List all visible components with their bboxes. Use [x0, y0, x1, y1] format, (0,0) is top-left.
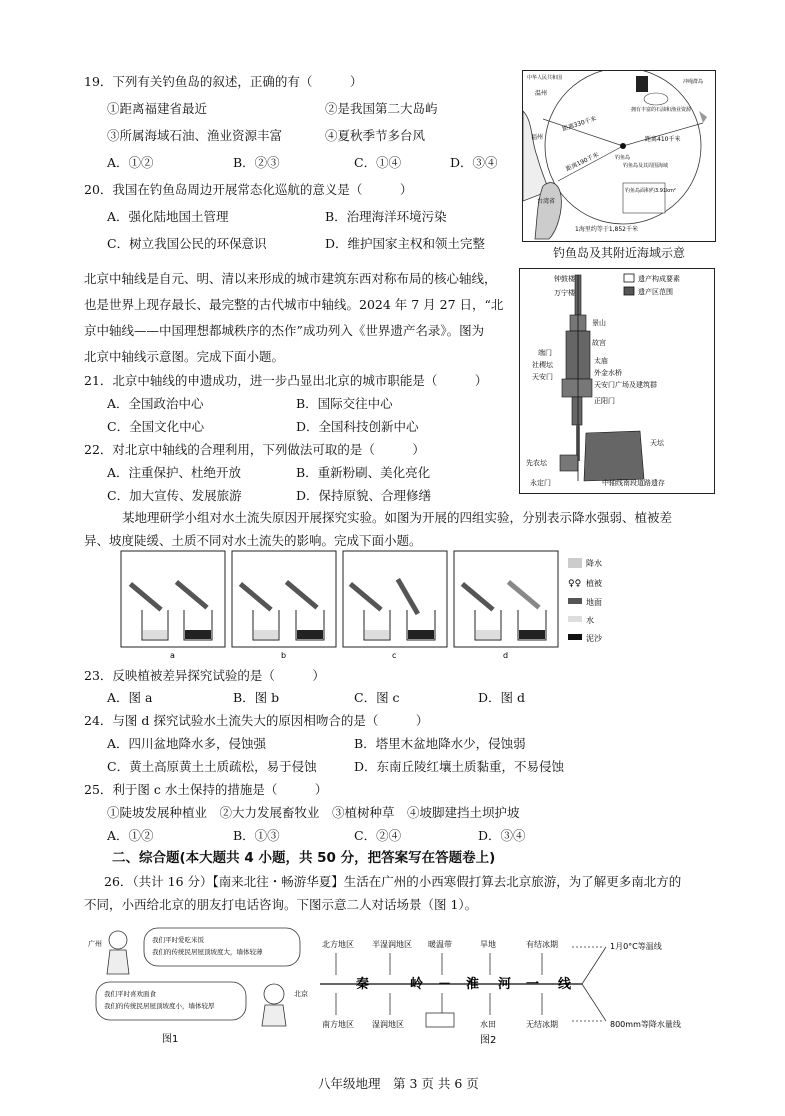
- label-jinshui-bridge: 外金水桥: [594, 369, 622, 377]
- map1-label-330km: 距离330千米: [561, 115, 598, 133]
- exp-label-b: b: [281, 651, 287, 660]
- north-label-5: 有结冰期: [526, 940, 558, 949]
- q22-choice-c: C．加大宣传、发展旅游: [107, 488, 242, 503]
- map1-label-wenzhou: 温州: [535, 90, 548, 97]
- q19-choice-b: B．②③: [233, 155, 280, 170]
- q20-choice-d: D．维护国家主权和领土完整: [325, 236, 486, 251]
- q23-stem: 23．反映植被差异探究试验的是（ ）: [84, 668, 325, 683]
- line-char-1: 秦: [356, 977, 370, 992]
- intro-line-1: 北京中轴线是自元、明、清以来形成的城市建筑东西对称布局的核心轴线，: [84, 271, 497, 286]
- q19-option-4: ④夏秋季节多台风: [325, 128, 426, 143]
- line-char-4: 淮: [466, 977, 480, 992]
- line-char-2: 岭: [410, 977, 424, 992]
- label-south-road: 中轴线南段道路遗存: [602, 479, 665, 487]
- south-label-2: 湿润地区: [372, 1020, 404, 1029]
- label-zhengyangmen: 正阳门: [594, 397, 615, 405]
- q24-stem: 24．与图 d 探究试验水土流失大的原因相吻合的是（ ）: [84, 713, 429, 728]
- q22-choice-b: B．重新粉刷、美化亮化: [296, 465, 431, 480]
- q22-choice-a: A．注重保护、杜绝开放: [107, 465, 242, 480]
- map1-label-area: 钓鱼岛面积约3.91km²: [625, 188, 676, 194]
- map1-label-diaoyu: 钓鱼岛: [615, 155, 631, 161]
- map1-label-190km: 距离190千米: [564, 151, 600, 173]
- legend-heritage-zone: 遗产区范围: [638, 288, 673, 296]
- q26-line-2: 不同，小西给北京的朋友打电话咨询。下图示意二人对话场景（图 1）。: [84, 897, 478, 912]
- exp-panel-c: [343, 551, 447, 647]
- map1-label-fuzhou: 福州: [531, 134, 544, 141]
- figure-2-caption: 图2: [480, 1035, 497, 1046]
- q19-option-2: ②是我国第二大岛屿: [325, 101, 438, 116]
- bubble1-line1: 我们平时爱吃米饭: [152, 936, 204, 944]
- q21-choice-a: A．全国政治中心: [107, 396, 204, 411]
- intro-line-3: 京中轴线——中国理想都城秩序的杰作”成功列入《世界遗产名录》。图为: [84, 323, 485, 338]
- q21-stem: 21．北京中轴线的申遗成功，进一步凸显出北京的城市职能是（ ）: [84, 373, 488, 388]
- map1-label-resources: 拥有丰富的石油和渔业资源: [631, 107, 692, 113]
- legend-plant-icon: ♀♀: [568, 579, 582, 589]
- q23-choice-c: C．图 c: [354, 690, 400, 705]
- isohyet-label: 800mm等降水量线: [610, 1020, 681, 1029]
- q19-choice-c: C．①④: [354, 155, 402, 170]
- line-char-5: 河: [498, 977, 512, 992]
- q20-choice-b: B．治理海洋环境污染: [325, 209, 447, 224]
- q22-choice-d: D．保持原貌、合理修缮: [296, 488, 432, 503]
- q21-choice-d: D．全国科技创新中心: [296, 419, 419, 434]
- line-char-7: 线: [558, 977, 572, 992]
- q24-choice-c: C．黄土高原黄土土质疏松，易于侵蚀: [107, 759, 317, 774]
- label-tiantan: 天坛: [650, 439, 664, 447]
- q22-stem: 22．对北京中轴线的合理利用，下列做法可取的是（ ）: [84, 442, 425, 457]
- label-drum-tower: 钟鼓楼: [554, 275, 575, 283]
- label-yongdingmen: 永定门: [530, 479, 551, 487]
- q25-choice-b: B．①③: [233, 828, 280, 843]
- q24-choice-d: D．东南丘陵红壤土质黏重，不易侵蚀: [354, 759, 565, 774]
- q23-choice-a: A．图 a: [107, 690, 153, 705]
- north-label-3: 暖温带: [428, 940, 452, 949]
- q20-stem: 20．我国在钓鱼岛周边开展常态化巡航的意义是（ ）: [84, 182, 413, 197]
- blank-answer-box[interactable]: [426, 1013, 454, 1027]
- label-wanning: 万宁楼: [554, 289, 575, 297]
- q19-stem: 19．下列有关钓鱼岛的叙述，正确的有（ ）: [84, 74, 363, 89]
- legend-silt: 泥沙: [586, 634, 602, 643]
- exp-panel-d: [454, 551, 558, 647]
- diaoyu-map: [522, 70, 716, 242]
- map1-label-nautical: 1海里约等于1,852千米: [575, 226, 638, 233]
- label-forbidden-city: 故宫: [592, 339, 606, 347]
- south-label-5: 无结冰期: [526, 1020, 558, 1029]
- label-jingshan: 景山: [592, 319, 606, 327]
- q25-choice-d: D．③④: [478, 828, 526, 843]
- label-guangzhou: 广州: [88, 940, 102, 948]
- isotherm-label: 1月0°C等温线: [610, 942, 662, 951]
- q23-choice-b: B．图 b: [233, 690, 280, 705]
- exp-line-2: 异、坡度陡缓、土质不同对水土流失的影响。完成下面小题。: [84, 533, 422, 548]
- diaoyu-map-caption: 钓鱼岛及其附近海域示意: [553, 246, 686, 260]
- label-beijing: 北京: [294, 990, 308, 998]
- line-char-6: 一: [526, 977, 540, 992]
- north-label-4: 旱地: [480, 940, 496, 949]
- label-duanmen: 端门: [538, 349, 552, 357]
- south-label-1: 南方地区: [322, 1020, 354, 1029]
- legend-rain: 降水: [586, 559, 602, 568]
- figure-2-qinling-huaihe: [320, 935, 700, 1047]
- q23-choice-d: D．图 d: [478, 690, 525, 705]
- map1-label-waters: 钓鱼岛及其周围海域: [623, 163, 669, 169]
- map1-label-prc: 中华人民共和国: [527, 75, 563, 81]
- q19-choice-a: A．①②: [107, 155, 154, 170]
- section-2-heading: 二、综合题(本大题共 4 小题，共 50 分，把答案写在答题卷上): [112, 850, 496, 866]
- q26-line-1: 26．（共计 16 分）【南来北往・畅游华夏】生活在广州的小西寒假打算去北京旅游，为了解更多南北方的: [104, 874, 682, 889]
- q24-choice-b: B．塔里木盆地降水少，侵蚀弱: [354, 736, 526, 751]
- exp-panel-a: [121, 551, 225, 647]
- q19-choice-d: D．③④: [450, 155, 498, 170]
- central-axis-map: [519, 268, 715, 494]
- legend-plant: 植被: [586, 579, 602, 588]
- bubble2-line2: 我们的传统民居屋顶坡度小，墙体较厚: [104, 1002, 215, 1010]
- exp-label-a: a: [170, 651, 175, 660]
- label-taimiao: 太庙: [594, 357, 608, 365]
- q24-choice-a: A．四川盆地降水多，侵蚀强: [107, 736, 267, 751]
- q25-choice-a: A．①②: [107, 828, 154, 843]
- north-label-1: 北方地区: [322, 940, 354, 949]
- bubble1-line2: 我们的传统民居屋顶坡度大，墙体较薄: [152, 948, 263, 956]
- figure-1-caption: 图1: [162, 1034, 179, 1045]
- exp-label-d: d: [503, 651, 509, 660]
- map1-label-410km: 距离410千米: [645, 136, 681, 143]
- label-xiannongtan: 先农坛: [526, 459, 547, 467]
- figure-1-dialogue: [84, 922, 314, 1047]
- legend-water: 水: [586, 616, 594, 625]
- south-label-4: 水田: [480, 1020, 496, 1029]
- exp-line-1: 某地理研学小组对水土流失原因开展探究实验。如图为开展的四组实验，分别表示降水强弱、植被差: [122, 510, 673, 525]
- label-tiananmen: 天安门: [532, 373, 553, 381]
- q20-choice-c: C．树立我国公民的环保意识: [107, 236, 267, 251]
- q21-choice-c: C．全国文化中心: [107, 419, 205, 434]
- q20-choice-a: A．强化陆地国土管理: [107, 209, 229, 224]
- bubble2-line1: 我们平时喜欢面食: [104, 990, 156, 998]
- q25-stem: 25．利于图 c 水土保持的措施是（ ）: [84, 782, 328, 797]
- map1-label-taiwan: 台湾省: [537, 198, 556, 205]
- label-shejitan: 社稷坛: [532, 361, 553, 369]
- exp-panel-b: [232, 551, 336, 647]
- q19-option-3: ③所属海域石油、渔业资源丰富: [107, 128, 283, 143]
- q19-option-1: ①距离福建省最近: [107, 101, 208, 116]
- q25-choice-c: C．②④: [354, 828, 402, 843]
- exp-label-c: c: [392, 651, 397, 660]
- legend-heritage-element: 遗产构成要素: [638, 275, 680, 283]
- intro-line-2: 也是世界上现存最长、最完整的古代城市中轴线。2024 年 7 月 27 日，“北: [84, 297, 504, 312]
- intro-line-4: 北京中轴线示意图。完成下面小题。: [84, 349, 285, 364]
- label-tiananmen-square: 天安门广场及建筑群: [594, 381, 657, 389]
- legend-ground: 地面: [586, 598, 602, 607]
- north-label-2: 半湿润地区: [372, 940, 412, 949]
- experiment-figure: [120, 550, 630, 662]
- page-footer: 八年级地理 第 3 页 共 6 页: [318, 1076, 479, 1091]
- map1-label-okinawa: 冲绳群岛: [683, 79, 704, 85]
- line-char-3: －: [438, 977, 452, 992]
- q21-choice-b: B．国际交往中心: [296, 396, 393, 411]
- q25-options: ①陡坡发展种植业 ②大力发展畜牧业 ③植树种草 ④坡脚建挡土坝护坡: [107, 805, 520, 820]
